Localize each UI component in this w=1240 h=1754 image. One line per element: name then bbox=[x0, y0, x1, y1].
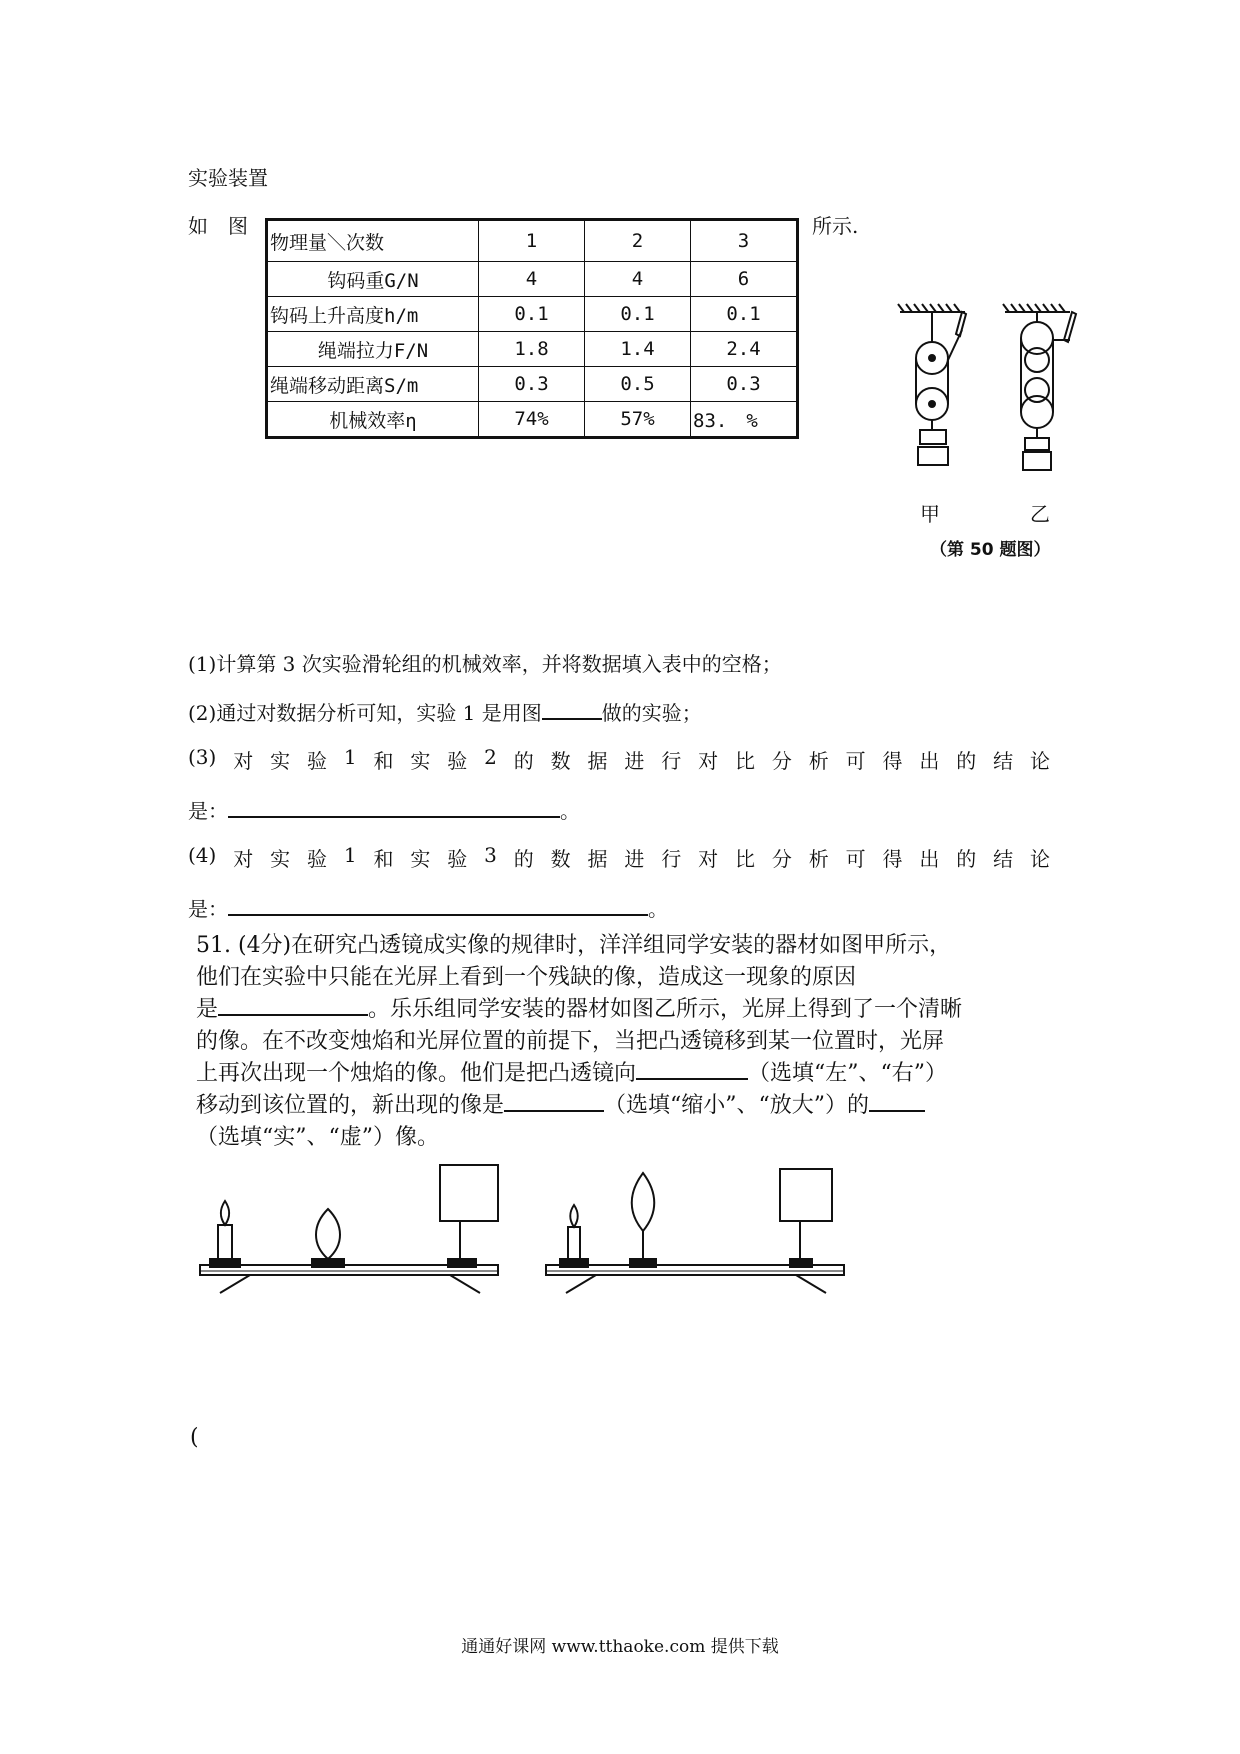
table-row bbox=[267, 332, 798, 367]
figure-label-b: 乙 bbox=[1030, 502, 1050, 526]
question-3-char: 行 bbox=[661, 749, 682, 773]
question-51-text: 移动到该位置的，新出现的像是 bbox=[196, 1093, 505, 1118]
answer-blank[interactable] bbox=[636, 1060, 748, 1080]
question-51-line: （选填“实”、“虚”）像。 bbox=[196, 1125, 439, 1150]
answer-blank[interactable] bbox=[218, 996, 368, 1016]
question-51-line: 他们在实验中只能在光屏上看到一个残缺的像，造成这一现象的原因 bbox=[196, 965, 857, 990]
question-4-char: 3 bbox=[484, 843, 497, 867]
answer-blank[interactable] bbox=[504, 1092, 604, 1112]
question-3-char: 析 bbox=[808, 749, 829, 773]
question-3-char: 据 bbox=[587, 749, 608, 773]
table-cell: 6 bbox=[691, 262, 798, 297]
table-cell: 1 bbox=[479, 220, 585, 262]
table-cell: 钩码重G/N bbox=[267, 262, 479, 297]
question-2-text-before: (2)通过对数据分析可知，实验 1 是用图 bbox=[188, 701, 542, 725]
question-3-char: 分 bbox=[771, 749, 792, 773]
question-3-char: (3) bbox=[188, 745, 217, 769]
question-3-line-2 bbox=[188, 795, 580, 824]
page-footer: 通通好课网 www.tthaoke.com 提供下载 bbox=[461, 1637, 779, 1657]
question-2-text-after: 做的实验； bbox=[601, 701, 702, 725]
question-4-char: 行 bbox=[661, 847, 682, 871]
question-3-char: 对 bbox=[698, 749, 719, 773]
question-4-char: (4) bbox=[188, 843, 217, 867]
question-4-char: 析 bbox=[808, 847, 829, 871]
question-3-char: 数 bbox=[550, 749, 571, 773]
question-1: (1)计算第 3 次实验滑轮组的机械效率，并将数据填入表中的空格； bbox=[188, 652, 782, 676]
table-cell: 0.3 bbox=[691, 367, 798, 402]
question-4-char: 的 bbox=[513, 847, 534, 871]
table-cell: 机械效率η bbox=[267, 402, 479, 438]
table-cell: 绳端移动距离S/m bbox=[267, 367, 479, 402]
question-3-char: 可 bbox=[845, 749, 866, 773]
table-header-row bbox=[267, 220, 798, 262]
question-4-line-1 bbox=[188, 843, 1050, 872]
question-3-char: 得 bbox=[882, 749, 903, 773]
table-cell: 2.4 bbox=[691, 332, 798, 367]
question-3-line-1 bbox=[188, 745, 1050, 774]
figure-caption: （第 50 题图） bbox=[930, 540, 1051, 560]
pulley-setup-b bbox=[1003, 304, 1076, 470]
question-4-char: 的 bbox=[956, 847, 977, 871]
table-cell: 0.1 bbox=[691, 297, 798, 332]
question-3-char: 2 bbox=[484, 745, 497, 769]
table-cell: 0.1 bbox=[479, 297, 585, 332]
question-51-line: 51. (4分)在研究凸透镜成实像的规律时，洋洋组同学安装的器材如图甲所示， bbox=[196, 933, 952, 958]
question-4-char: 实 bbox=[410, 847, 431, 871]
question-51-line: 的像。在不改变烛焰和光屏位置的前提下，当把凸透镜移到某一位置时，光屏 bbox=[196, 1029, 945, 1054]
table-cell: 1.4 bbox=[585, 332, 691, 367]
question-3-char: 验 bbox=[447, 749, 468, 773]
table-row bbox=[267, 262, 798, 297]
table-cell: 74% bbox=[479, 402, 585, 438]
table-cell: 3 bbox=[691, 220, 798, 262]
question-3-char: 进 bbox=[624, 749, 645, 773]
table-cell: 物理量＼次数 bbox=[267, 220, 479, 262]
question-3-char: 验 bbox=[306, 749, 327, 773]
question-3-char: 和 bbox=[373, 749, 394, 773]
optical-bench-figure bbox=[190, 1155, 870, 1315]
question-3-char: 对 bbox=[233, 749, 254, 773]
question-3-char: 实 bbox=[270, 749, 291, 773]
answer-blank[interactable] bbox=[542, 700, 602, 720]
table-cell: 4 bbox=[585, 262, 691, 297]
question-51-line bbox=[196, 1058, 1076, 1090]
question-51-text: （选填“左”、“右”） bbox=[748, 1061, 948, 1086]
end-mark: 。 bbox=[560, 799, 580, 823]
intro-left-text: 如 图 bbox=[188, 214, 248, 238]
question-51-text: （选填“缩小”、“放大”）的 bbox=[604, 1093, 870, 1118]
question-3-char: 的 bbox=[513, 749, 534, 773]
figure-label-a: 甲 bbox=[920, 502, 940, 526]
pulley-figure bbox=[880, 300, 1120, 570]
experiment-data-table bbox=[265, 218, 799, 439]
question-4-line-2 bbox=[188, 893, 668, 922]
table-cell: 钩码上升高度h/m bbox=[267, 297, 479, 332]
question-51-text: 是 bbox=[196, 997, 219, 1022]
answer-blank[interactable] bbox=[869, 1092, 925, 1112]
question-4-char: 1 bbox=[343, 843, 357, 867]
table-cell: 83. % bbox=[691, 402, 798, 438]
question-3-char: 实 bbox=[410, 749, 431, 773]
answer-blank[interactable] bbox=[228, 896, 648, 916]
question-51 bbox=[196, 930, 1076, 1154]
question-3-char: 的 bbox=[956, 749, 977, 773]
question-2 bbox=[188, 697, 702, 726]
question-4-char: 分 bbox=[771, 847, 792, 871]
table-row bbox=[267, 297, 798, 332]
stray-bracket: ( bbox=[190, 1425, 199, 1450]
question-3-char: 结 bbox=[993, 749, 1014, 773]
question-4-char: 比 bbox=[734, 847, 755, 871]
table-cell: 4 bbox=[479, 262, 585, 297]
question-51-text: 。乐乐组同学安装的器材如图乙所示，光屏上得到了一个清晰 bbox=[368, 997, 963, 1022]
question-51-line bbox=[196, 994, 1076, 1026]
question-4-char: 和 bbox=[373, 847, 394, 871]
table-row bbox=[267, 402, 798, 438]
table-cell: 57% bbox=[585, 402, 691, 438]
question-4-char: 实 bbox=[270, 847, 291, 871]
question-4-char: 结 bbox=[993, 847, 1014, 871]
question-3-prefix: 是： bbox=[188, 799, 228, 823]
table-cell: 2 bbox=[585, 220, 691, 262]
question-4-prefix: 是： bbox=[188, 897, 228, 921]
question-4-char: 可 bbox=[845, 847, 866, 871]
table-cell: 0.5 bbox=[585, 367, 691, 402]
question-4-char: 验 bbox=[306, 847, 327, 871]
end-mark: 。 bbox=[648, 897, 668, 921]
optical-bench-b bbox=[546, 1169, 844, 1293]
question-4-char: 据 bbox=[587, 847, 608, 871]
table-cell: 0.3 bbox=[479, 367, 585, 402]
question-51-line bbox=[196, 1090, 1076, 1122]
question-4-char: 进 bbox=[624, 847, 645, 871]
question-3-char: 论 bbox=[1029, 749, 1050, 773]
pulley-setup-a bbox=[898, 304, 966, 465]
table-cell: 1.8 bbox=[479, 332, 585, 367]
question-4-char: 对 bbox=[233, 847, 254, 871]
table-cell: 绳端拉力F/N bbox=[267, 332, 479, 367]
section-heading: 实验装置 bbox=[188, 166, 268, 190]
question-4-char: 数 bbox=[550, 847, 571, 871]
optical-bench-a bbox=[200, 1165, 498, 1293]
question-3-char: 出 bbox=[919, 749, 940, 773]
intro-right-text: 所示. bbox=[812, 214, 859, 238]
question-4-char: 对 bbox=[698, 847, 719, 871]
question-4-char: 出 bbox=[919, 847, 940, 871]
table-row bbox=[267, 367, 798, 402]
question-4-char: 论 bbox=[1029, 847, 1050, 871]
question-4-char: 验 bbox=[447, 847, 468, 871]
table-cell: 0.1 bbox=[585, 297, 691, 332]
answer-blank[interactable] bbox=[228, 798, 560, 818]
question-51-text: 上再次出现一个烛焰的像。他们是把凸透镜向 bbox=[196, 1061, 637, 1086]
question-3-char: 比 bbox=[734, 749, 755, 773]
question-3-char: 1 bbox=[343, 745, 357, 769]
question-4-char: 得 bbox=[882, 847, 903, 871]
